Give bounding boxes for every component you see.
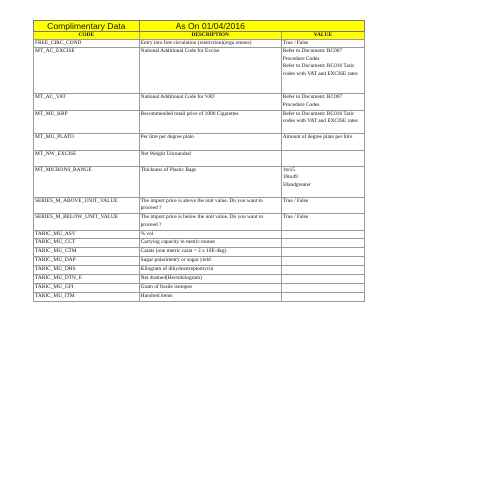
cell-value[interactable]: 1to15 16to49 50andgreater — [281, 166, 364, 197]
table-row — [34, 214, 365, 230]
cell-description[interactable]: Net drained(Hectokilogram) — [139, 275, 281, 284]
table-row — [34, 150, 365, 166]
as-on-date[interactable]: As On 01/04/2016 — [139, 21, 364, 32]
cell-code[interactable]: TARIC_MU_ASV — [34, 230, 140, 239]
table-row — [34, 110, 365, 134]
cell-code[interactable]: MT_MU_KRP — [34, 110, 140, 134]
cell-value[interactable]: True / False — [281, 214, 364, 230]
table-row — [34, 283, 365, 292]
cell-description[interactable]: Recommended retail price of 1000 Cigarettes — [139, 110, 281, 134]
header-row — [34, 32, 365, 40]
cell-description[interactable]: Carrying capacity in metric tonnes — [139, 239, 281, 248]
table-row — [34, 94, 365, 110]
table-row — [34, 48, 365, 94]
cell-value[interactable]: Refer to Document: RC016 Taric codes with VAT and EXCISE rates — [281, 110, 364, 134]
cell-value[interactable]: True / False — [281, 39, 364, 48]
column-header-value[interactable]: VALUE — [281, 32, 364, 40]
cell-value[interactable] — [281, 230, 364, 239]
cell-code[interactable]: TARIC_MU_DTN_E — [34, 275, 140, 284]
table-row — [34, 197, 365, 213]
cell-value[interactable] — [281, 292, 364, 301]
cell-description[interactable]: National Additional Code for Excise — [139, 48, 281, 94]
cell-description[interactable]: Carats (one metric carat = 2 x 10E-4kg) — [139, 248, 281, 257]
table-row — [34, 266, 365, 275]
cell-code[interactable]: SERIES_M_BELOW_UNIT_VALUE — [34, 214, 140, 230]
cell-description[interactable]: The import price is above the unit value. Do you want to proceed ? — [139, 197, 281, 213]
cell-description[interactable]: Net Weight Unrounded — [139, 150, 281, 166]
cell-code[interactable]: FREE_CIRC_COND — [34, 39, 140, 48]
spreadsheet-page — [33, 20, 365, 302]
cell-code[interactable]: TARIC_MU_CCT — [34, 239, 140, 248]
table-row — [34, 275, 365, 284]
cell-value[interactable] — [281, 257, 364, 266]
cell-value[interactable] — [281, 275, 364, 284]
cell-value[interactable]: Refer to Document: RC007 Procedure Codes Refer to Document: RC016 Taric codes with VAT and EXCISE rates — [281, 48, 364, 94]
cell-description[interactable]: Hundred items — [139, 292, 281, 301]
cell-description[interactable]: Entry into free circulation (restriction)(erga omnes) — [139, 39, 281, 48]
cell-value[interactable] — [281, 239, 364, 248]
complimentary-data-table — [33, 20, 365, 302]
cell-code[interactable]: TARIC_MU_CTM — [34, 248, 140, 257]
cell-description[interactable]: Per litre per degree plato — [139, 134, 281, 150]
column-header-description[interactable]: DESCRIPTION — [139, 32, 281, 40]
table-row — [34, 292, 365, 301]
cell-description[interactable]: Kilogram of dihydrostreptomycin — [139, 266, 281, 275]
cell-code[interactable]: TARIC_MU_DHS — [34, 266, 140, 275]
table-row — [34, 230, 365, 239]
cell-code[interactable]: MT_NW_EXCISE — [34, 150, 140, 166]
table-row — [34, 257, 365, 266]
cell-code[interactable]: MT_MU_PLATO — [34, 134, 140, 150]
cell-value[interactable]: Amount of degree plato per litre — [281, 134, 364, 150]
cell-description[interactable]: Gram of fissile isotopes — [139, 283, 281, 292]
cell-code[interactable]: MT_AC_VAT — [34, 94, 140, 110]
cell-value[interactable] — [281, 248, 364, 257]
cell-description[interactable]: % vol — [139, 230, 281, 239]
table-row — [34, 134, 365, 150]
cell-description[interactable]: Thickness of Plastic Bags — [139, 166, 281, 197]
cell-value[interactable]: True / False — [281, 197, 364, 213]
column-header-code[interactable]: CODE — [34, 32, 140, 40]
sheet-title[interactable]: Complimentary Data — [34, 21, 140, 32]
cell-code[interactable]: TARIC_MU_ITM — [34, 292, 140, 301]
cell-code[interactable]: SERIES_M_ABOVE_UNIT_VALUE — [34, 197, 140, 213]
cell-code[interactable]: MT_MICRONS_RANGE — [34, 166, 140, 197]
cell-description[interactable]: National Additional Code for VAT — [139, 94, 281, 110]
cell-value[interactable] — [281, 266, 364, 275]
title-row — [34, 21, 365, 32]
cell-description[interactable]: Sugar polarimetry or sugar yield — [139, 257, 281, 266]
cell-description[interactable]: The import price is below the unit value. Do you want to proceed ? — [139, 214, 281, 230]
table-row — [34, 166, 365, 197]
table-row — [34, 248, 365, 257]
cell-code[interactable]: TARIC_MU_GFI — [34, 283, 140, 292]
table-row — [34, 239, 365, 248]
table-row — [34, 39, 365, 48]
cell-value[interactable]: Refer to Document: RC007 Procedure Codes — [281, 94, 364, 110]
cell-value[interactable] — [281, 150, 364, 166]
cell-code[interactable]: TARIC_MU_DAP — [34, 257, 140, 266]
cell-value[interactable] — [281, 283, 364, 292]
cell-code[interactable]: MT_AC_EXCISE — [34, 48, 140, 94]
